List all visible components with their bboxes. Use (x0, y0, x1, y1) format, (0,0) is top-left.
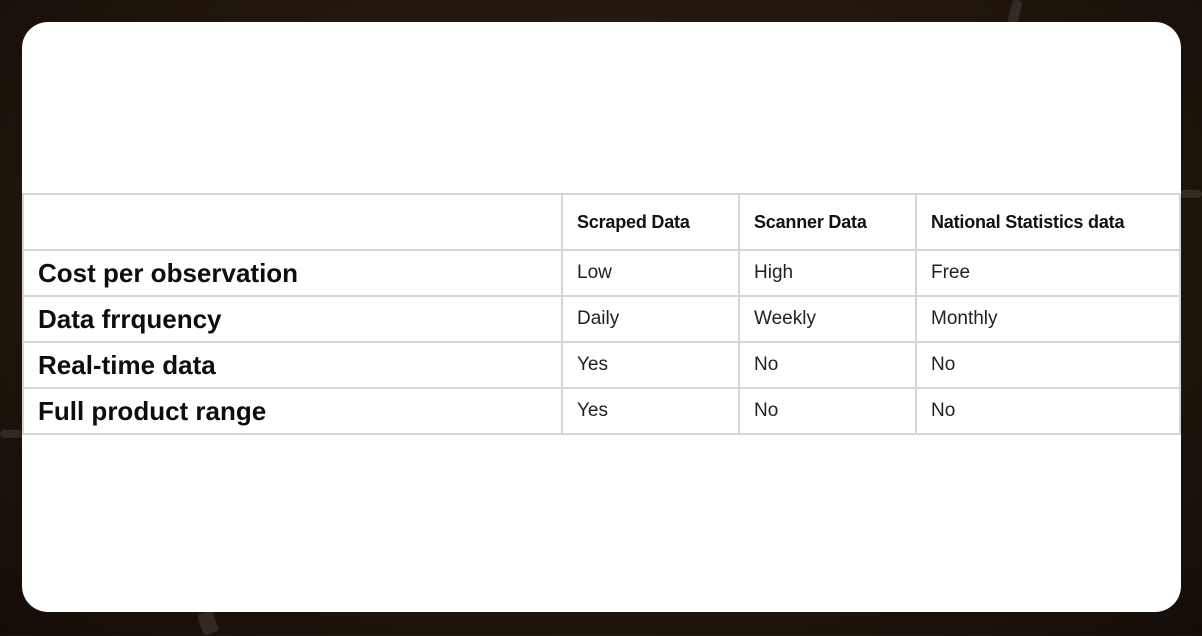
table-cell: No (916, 388, 1180, 434)
table-cell: No (739, 342, 916, 388)
table-cell: High (739, 250, 916, 296)
row-label: Real-time data (23, 342, 562, 388)
table-row (23, 250, 1180, 296)
table-cell: Low (562, 250, 739, 296)
table-cell: Yes (562, 342, 739, 388)
table-cell: Free (916, 250, 1180, 296)
row-label: Full product range (23, 388, 562, 434)
table-cell: No (916, 342, 1180, 388)
table-corner-cell (23, 194, 562, 250)
table-cell: No (739, 388, 916, 434)
table-cell: Yes (562, 388, 739, 434)
background-streak (0, 430, 22, 438)
column-header-scanner-data: Scanner Data (739, 194, 916, 250)
background-streak (1180, 190, 1202, 198)
table-cell: Daily (562, 296, 739, 342)
background-streak (197, 610, 220, 636)
row-label: Data frrquency (23, 296, 562, 342)
table-row (23, 296, 1180, 342)
table-header-row (23, 194, 1180, 250)
table-row (23, 342, 1180, 388)
table-cell: Weekly (739, 296, 916, 342)
column-header-scraped-data: Scraped Data (562, 194, 739, 250)
comparison-table (22, 193, 1181, 435)
table-cell: Monthly (916, 296, 1180, 342)
row-label: Cost per observation (23, 250, 562, 296)
column-header-national-statistics-data: National Statistics data (916, 194, 1180, 250)
content-card (22, 22, 1181, 612)
table-row (23, 388, 1180, 434)
